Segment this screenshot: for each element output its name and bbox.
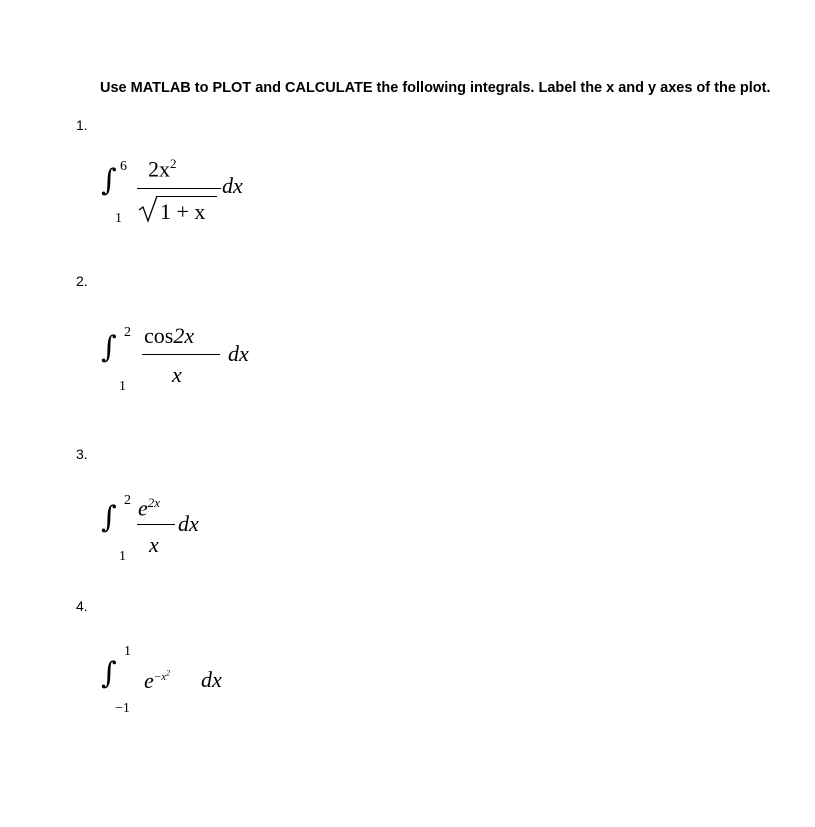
integral-sign-4: ∫: [101, 656, 117, 691]
upper-limit-2: 2: [124, 325, 131, 340]
fraction-bar-3: [137, 524, 175, 525]
denominator-3: x: [149, 532, 159, 557]
integrand-4: [144, 669, 170, 692]
sqrt-overline-1: [157, 196, 217, 197]
numerator-exponent-3: 2x: [147, 495, 161, 510]
lower-limit-2: 1: [119, 379, 126, 394]
differential-1: dx: [222, 173, 243, 198]
upper-limit-4: 1: [124, 644, 131, 659]
numerator-2: [144, 325, 194, 347]
fraction-bar-2: [142, 354, 220, 355]
differential-4: dx: [201, 667, 222, 692]
differential-3: dx: [178, 511, 199, 536]
integral-sign-1: ∫: [101, 163, 117, 198]
upper-limit-3: 2: [124, 493, 131, 508]
lower-limit-4: −1: [115, 701, 130, 716]
integrand-exponent-4: −x: [153, 670, 167, 683]
lower-limit-3: 1: [119, 549, 126, 564]
integral-sign-3: ∫: [101, 500, 117, 535]
numerator-1: [148, 157, 177, 180]
problem-number-4: 4.: [76, 598, 88, 614]
numerator-base-3: e: [138, 495, 148, 521]
lower-limit-1: 1: [115, 211, 122, 226]
upper-limit-1: 6: [120, 159, 127, 174]
numerator-exponent-1: 2: [170, 156, 177, 171]
denominator-2: x: [172, 362, 182, 387]
sqrt-sign-1: [138, 195, 158, 223]
differential-2: dx: [228, 341, 249, 366]
integrand-base-4: e: [144, 667, 154, 693]
instructions-text: Use MATLAB to PLOT and CALCULATE the following integrals. Label the x and y axes of the plot.: [100, 80, 771, 96]
integrand-exponent-power-4: 2: [166, 668, 171, 677]
numerator-arg-2: 2x: [173, 323, 195, 348]
denominator-1: 1 + x: [160, 199, 206, 224]
problem-number-1: 1.: [76, 117, 88, 133]
numerator-base-1: 2x: [148, 156, 170, 182]
numerator-func-2: cos: [144, 323, 174, 348]
integral-sign-2: ∫: [101, 330, 117, 365]
numerator-3: [138, 496, 160, 519]
problem-number-3: 3.: [76, 446, 88, 462]
problem-number-2: 2.: [76, 273, 88, 289]
fraction-bar-1: [137, 188, 221, 189]
